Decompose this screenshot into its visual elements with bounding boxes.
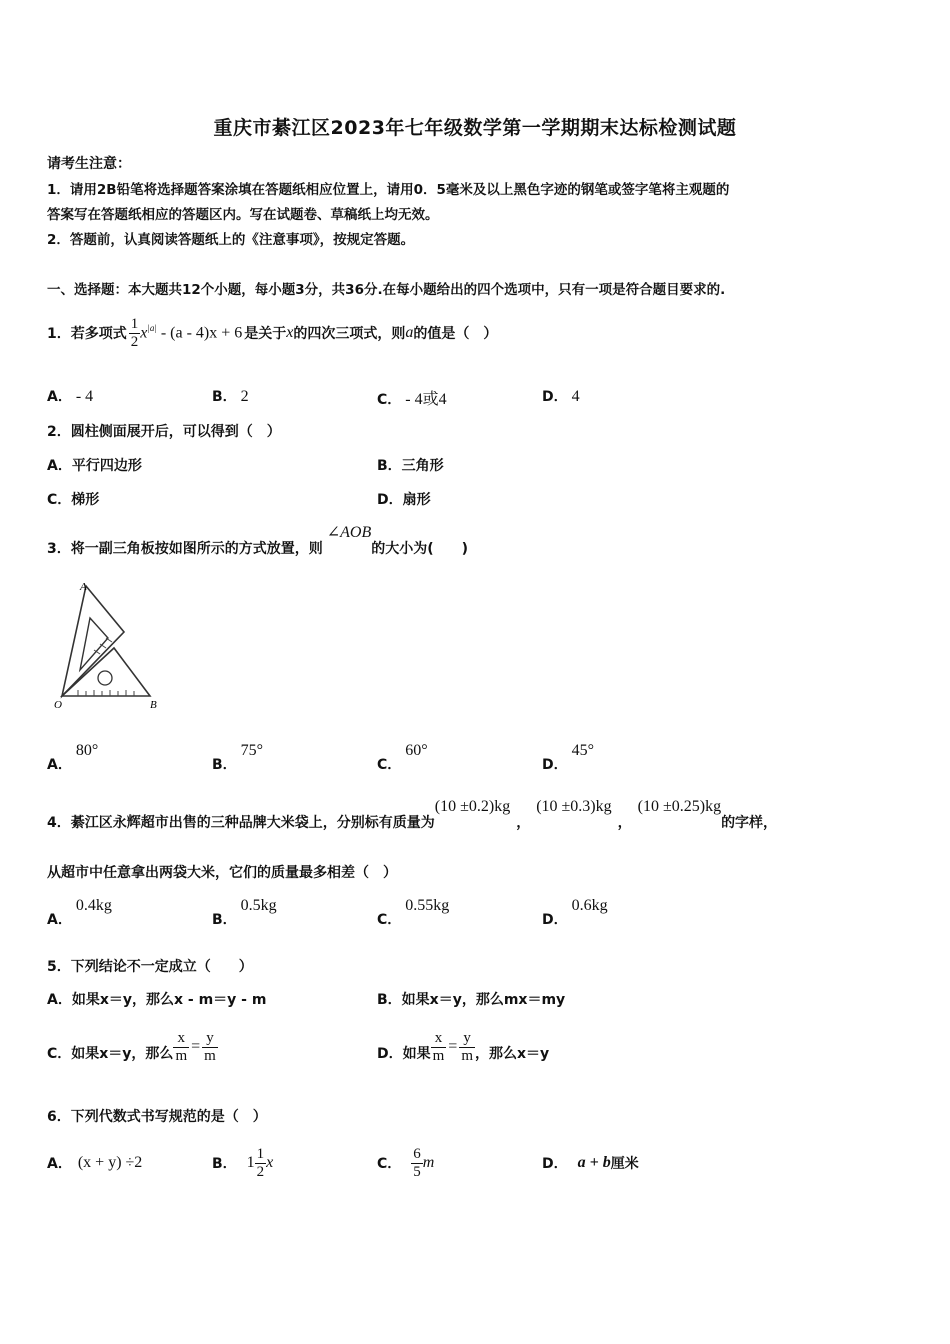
q1-tail: 的值是（ ） <box>413 326 498 342</box>
question-6: 6．下列代数式书写规范的是（ ） <box>47 1109 267 1125</box>
q5-option-d[interactable]: D．如果 $\frac{x}{m}$ = $\frac{y}{m}$ ，那么x＝y <box>377 1030 550 1064</box>
q3-angle: ∠AOB <box>326 524 372 541</box>
q3-option-b[interactable]: B．75° <box>212 742 264 773</box>
q4-tail: 的字样， <box>721 815 778 831</box>
triangle-rulers-figure <box>50 578 180 713</box>
question-3 <box>47 522 468 562</box>
q4-option-a[interactable]: A．0.4kg <box>47 897 112 928</box>
q6-option-d[interactable]: D． a + b 厘米 <box>542 1154 639 1172</box>
q4-mass-2: (10 ±0.3)kg <box>536 798 612 815</box>
notice-heading: 请考生注意： <box>47 156 131 172</box>
q1-option-b[interactable]: B． 2 <box>212 388 249 405</box>
q1-option-c[interactable]: C． - 4或4 <box>377 391 447 408</box>
q5d-frac-left: $\frac{x}{m}$ <box>432 1030 445 1064</box>
q1-frac-num: 1 <box>130 316 139 332</box>
notice-line-1: 1．请用2B铅笔将选择题答案涂填在答题纸相应位置上，请用0．5毫米及以上黑色字迹的钢笔或签字笔将主观题的 <box>47 182 730 198</box>
q3-option-d[interactable]: D．45° <box>542 742 595 773</box>
q6-option-c[interactable]: C． $\frac{6}{5}$ m <box>377 1146 435 1180</box>
q4-stem: 4．綦江区永辉超市出售的三种品牌大米袋上，分别标有质量为 <box>47 815 435 831</box>
q2-option-b[interactable]: B．三角形 <box>377 458 444 474</box>
section-heading: 一、选择题：本大题共12个小题，每小题3分，共36分.在每小题给出的四个选项中，只有一项是符合题目要求的. <box>47 282 726 298</box>
q3-tail: 的大小为( ) <box>371 541 469 557</box>
q3-option-a[interactable]: A．80° <box>47 742 99 773</box>
q2-option-c[interactable]: C．梯形 <box>47 492 100 508</box>
q1-expression <box>140 323 242 342</box>
question-5: 5．下列结论不一定成立（ ） <box>47 959 253 975</box>
q4-line-2: 从超市中任意拿出两袋大米，它们的质量最多相差（ ） <box>47 865 397 881</box>
q1-expr-x: x <box>140 324 148 342</box>
q1-prefix: 1．若多项式 <box>47 326 127 342</box>
q1-var-a: a <box>405 324 414 341</box>
q5-option-c[interactable]: C．如果x＝y，那么 $\frac{x}{m}$ = $\frac{y}{m}$ <box>47 1030 216 1064</box>
q4-mass-3: (10 ±0.25)kg <box>637 798 722 815</box>
q1-option-a[interactable]: A． - 4 <box>47 388 94 405</box>
page-title: 重庆市綦江区2023年七年级数学第一学期期末达标检测试题 <box>213 117 737 139</box>
figure-label-o: O <box>54 699 62 711</box>
question-4: 4．綦江区永辉超市出售的三种品牌大米袋上，分别标有质量为 (10 ±0.2)kg ， (10 ±0.3)kg ， (10 ±0.25)kg 的字样， <box>47 798 907 834</box>
q1-mid: 是关于 <box>244 326 287 342</box>
figure-label-a: A <box>80 581 87 593</box>
q4-option-c[interactable]: C．0.55kg <box>377 897 450 928</box>
q3-option-c[interactable]: C．60° <box>377 742 428 773</box>
q6-option-b[interactable]: B． 1 $\frac{1}{2}$ x <box>212 1146 274 1180</box>
q6-option-a[interactable]: A． (x + y) ÷2 <box>47 1154 143 1172</box>
q1-frac-den: 2 <box>130 333 139 350</box>
q3-stem: 3．将一副三角板按如图所示的方式放置，则 <box>47 541 323 557</box>
q1-fraction <box>129 316 141 350</box>
q1-expr-rest: - (a - 4)x + 6 <box>156 324 243 342</box>
question-2: 2．圆柱侧面展开后，可以得到（ ） <box>47 424 281 440</box>
q6c-frac: $\frac{6}{5}$ <box>413 1146 421 1180</box>
q1-var-x: x <box>286 324 294 341</box>
q1-option-d[interactable]: D． 4 <box>542 388 580 405</box>
q5-option-b[interactable]: B．如果x＝y，那么mx＝my <box>377 992 566 1008</box>
q4-option-d[interactable]: D．0.6kg <box>542 897 608 928</box>
q5-option-a[interactable]: A．如果x＝y，那么x - m＝y - m <box>47 992 267 1008</box>
notice-line-3: 2．答题前，认真阅读答题纸上的《注意事项》，按规定答题。 <box>47 232 415 248</box>
question-1 <box>47 303 497 363</box>
q2-option-d[interactable]: D．扇形 <box>377 492 431 508</box>
notice-line-2: 答案写在答题纸相应的答题区内。写在试题卷、草稿纸上均无效。 <box>47 207 439 223</box>
q1-mid2: 的四次三项式，则 <box>293 326 406 342</box>
q2-option-a[interactable]: A．平行四边形 <box>47 458 142 474</box>
q5c-frac-right: $\frac{y}{m}$ <box>204 1030 216 1064</box>
q1-expr-sup: |a| <box>147 323 157 334</box>
figure-label-b: B <box>150 699 157 711</box>
q5d-frac-right: $\frac{y}{m}$ <box>461 1030 473 1064</box>
q4-mass-1: (10 ±0.2)kg <box>434 798 511 815</box>
q4-option-b[interactable]: B．0.5kg <box>212 897 277 928</box>
q6b-frac: $\frac{1}{2}$ <box>256 1146 265 1180</box>
q5c-frac-left: $\frac{x}{m}$ <box>175 1030 188 1064</box>
